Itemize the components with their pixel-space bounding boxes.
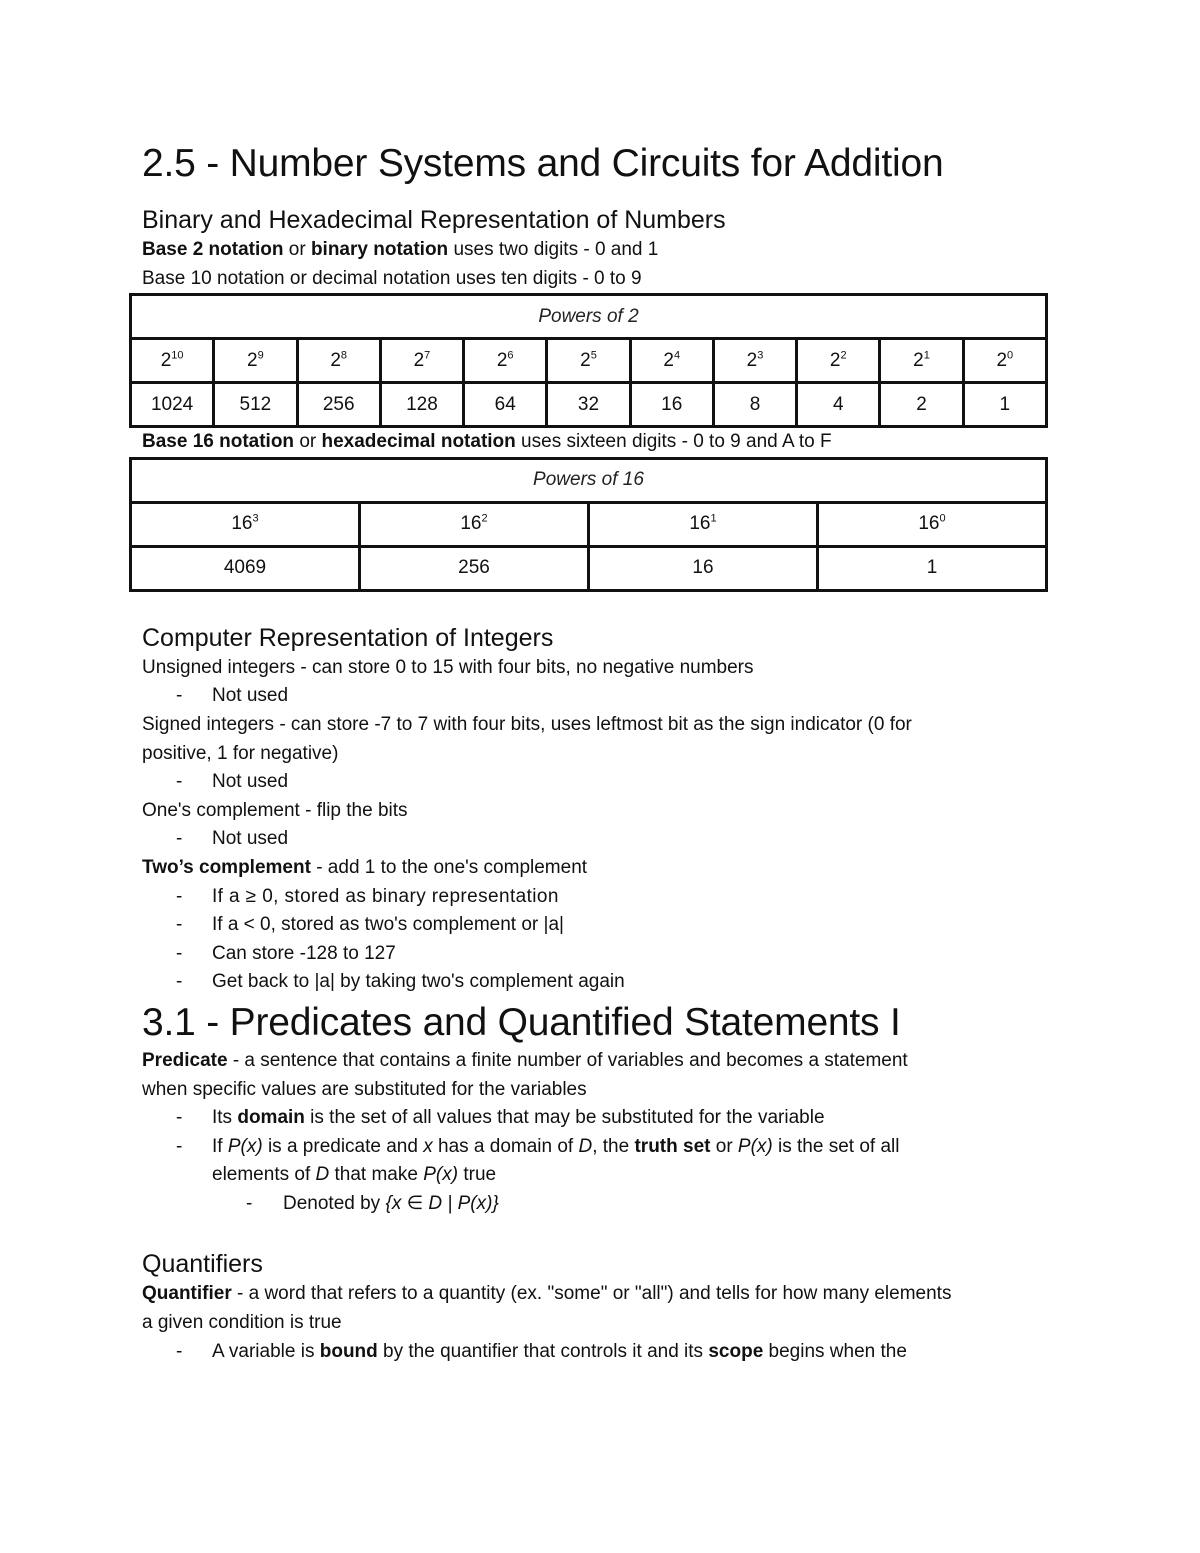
value-cell: 1024 (131, 383, 214, 427)
power-cell: $2^0$ (963, 339, 1046, 383)
powers-of-16-table (129, 457, 1048, 592)
list-item: - If a ≥ 0, stored as binary representation (142, 883, 1082, 912)
value-cell: 4 (797, 383, 880, 427)
predicate-paragraph: Predicate - a sentence that contains a finite number of variables and becomes a statement when specific values are substituted for the variables (142, 1049, 908, 1100)
base2-term: Base 2 notation (142, 239, 284, 260)
power-cell: $16^2$ (360, 502, 589, 546)
power-cell: $2^9$ (214, 339, 297, 383)
value-cell: 1 (963, 383, 1046, 427)
power-cell: $2^6$ (464, 339, 547, 383)
power-cell: $2^1$ (880, 339, 963, 383)
value-cell: 64 (464, 383, 547, 427)
twos-complement-paragraph: Two’s complement - add 1 to the one's complement (142, 856, 588, 878)
base16-term: Base 16 notation (142, 431, 295, 453)
list-item: - Can store -128 to 127 (142, 940, 1082, 969)
base16-paragraph: Base 16 notation or hexadecimal notation uses sixteen digits - 0 to 9 and A to F (142, 431, 832, 453)
power-cell: $2^5$ (547, 339, 630, 383)
predicate-list (142, 1104, 1082, 1218)
twos-list (142, 883, 1082, 997)
list-item: - Its domain is the set of all values that may be substituted for the variable (142, 1104, 1082, 1133)
list-item: - Denoted by {x ∈ D | P(x)} (142, 1190, 1082, 1219)
list-item: - Not used (142, 825, 1082, 854)
powers-of-2-exponent-row (131, 339, 1047, 383)
power-cell: $16^1$ (589, 502, 818, 546)
quantifier-paragraph: Quantifier - a word that refers to a quantity (ex. "some" or "all") and tells for how many elements a given condition is true (142, 1283, 952, 1334)
powers-of-16-caption: Powers of 16 (131, 458, 1047, 502)
binary-term: binary notation (310, 239, 449, 260)
value-cell: 32 (547, 383, 630, 427)
powers-of-16-exponent-row (131, 502, 1047, 546)
power-cell: $2^4$ (630, 339, 713, 383)
list-item: - If P(x) is a predicate and x has a domain of D, the truth set or P(x) is the set of all elements of D that make P(x) true (142, 1133, 1082, 1190)
list-item: - Not used (142, 768, 1082, 797)
power-cell: $2^7$ (380, 339, 463, 383)
powers-of-2-value-row (131, 383, 1047, 427)
list-item: - If a < 0, stored as two's complement or |a| (142, 911, 1082, 940)
value-cell: 16 (630, 383, 713, 427)
powers-of-2-table (129, 293, 1048, 428)
signed-paragraph: Signed integers - can store -7 to 7 with four bits, uses leftmost bit as the sign indicator (0 for positive, 1 for negative) (142, 713, 912, 764)
power-cell: $2^3$ (713, 339, 796, 383)
section-3-1-title: 3.1 - Predicates and Quantified Statements I (142, 1000, 901, 1044)
computer-representation-heading: Computer Representation of Integers (142, 623, 554, 652)
section-2-5-title: 2.5 - Number Systems and Circuits for Addition (142, 142, 944, 185)
list-item: - A variable is bound by the quantifier that controls it and its scope begins when the (142, 1338, 1082, 1367)
value-cell: 2 (880, 383, 963, 427)
value-cell: 512 (214, 383, 297, 427)
power-cell: $16^0$ (818, 502, 1047, 546)
quantifier-list (142, 1338, 1082, 1367)
power-cell: $2^{10}$ (131, 339, 214, 383)
power-cell: $2^2$ (797, 339, 880, 383)
power-cell: $16^3$ (131, 502, 360, 546)
value-cell: 128 (380, 383, 463, 427)
base10-paragraph: Base 10 notation or decimal notation uses ten digits - 0 to 9 (142, 267, 642, 289)
base2-paragraph: Base 2 notation or binary notation uses two digits - 0 and 1 (142, 239, 659, 260)
ones-complement-paragraph: One's complement - flip the bits (142, 799, 408, 821)
quantifiers-heading: Quantifiers (142, 1250, 263, 1279)
value-cell: 16 (589, 546, 818, 590)
value-cell: 1 (818, 546, 1047, 590)
powers-of-2-caption: Powers of 2 (131, 295, 1047, 339)
list-item: - Get back to |a| by taking two's complement again (142, 968, 1082, 997)
unsigned-list (142, 682, 1082, 711)
powers-of-16-value-row (131, 546, 1047, 590)
value-cell: 8 (713, 383, 796, 427)
twos-complement-term: Two’s complement (142, 856, 311, 878)
ones-list (142, 825, 1082, 854)
binary-hex-heading: Binary and Hexadecimal Representation of Numbers (142, 206, 726, 234)
value-cell: 4069 (131, 546, 360, 590)
list-item: - Not used (142, 682, 1082, 711)
hexadecimal-term: hexadecimal notation (321, 431, 516, 453)
predicate-term: Predicate (142, 1049, 228, 1071)
value-cell: 256 (297, 383, 380, 427)
power-cell: $2^8$ (297, 339, 380, 383)
value-cell: 256 (360, 546, 589, 590)
quantifier-term: Quantifier (142, 1283, 232, 1305)
signed-list (142, 768, 1082, 797)
unsigned-paragraph: Unsigned integers - can store 0 to 15 with four bits, no negative numbers (142, 656, 754, 678)
page-content (142, 140, 1082, 1366)
